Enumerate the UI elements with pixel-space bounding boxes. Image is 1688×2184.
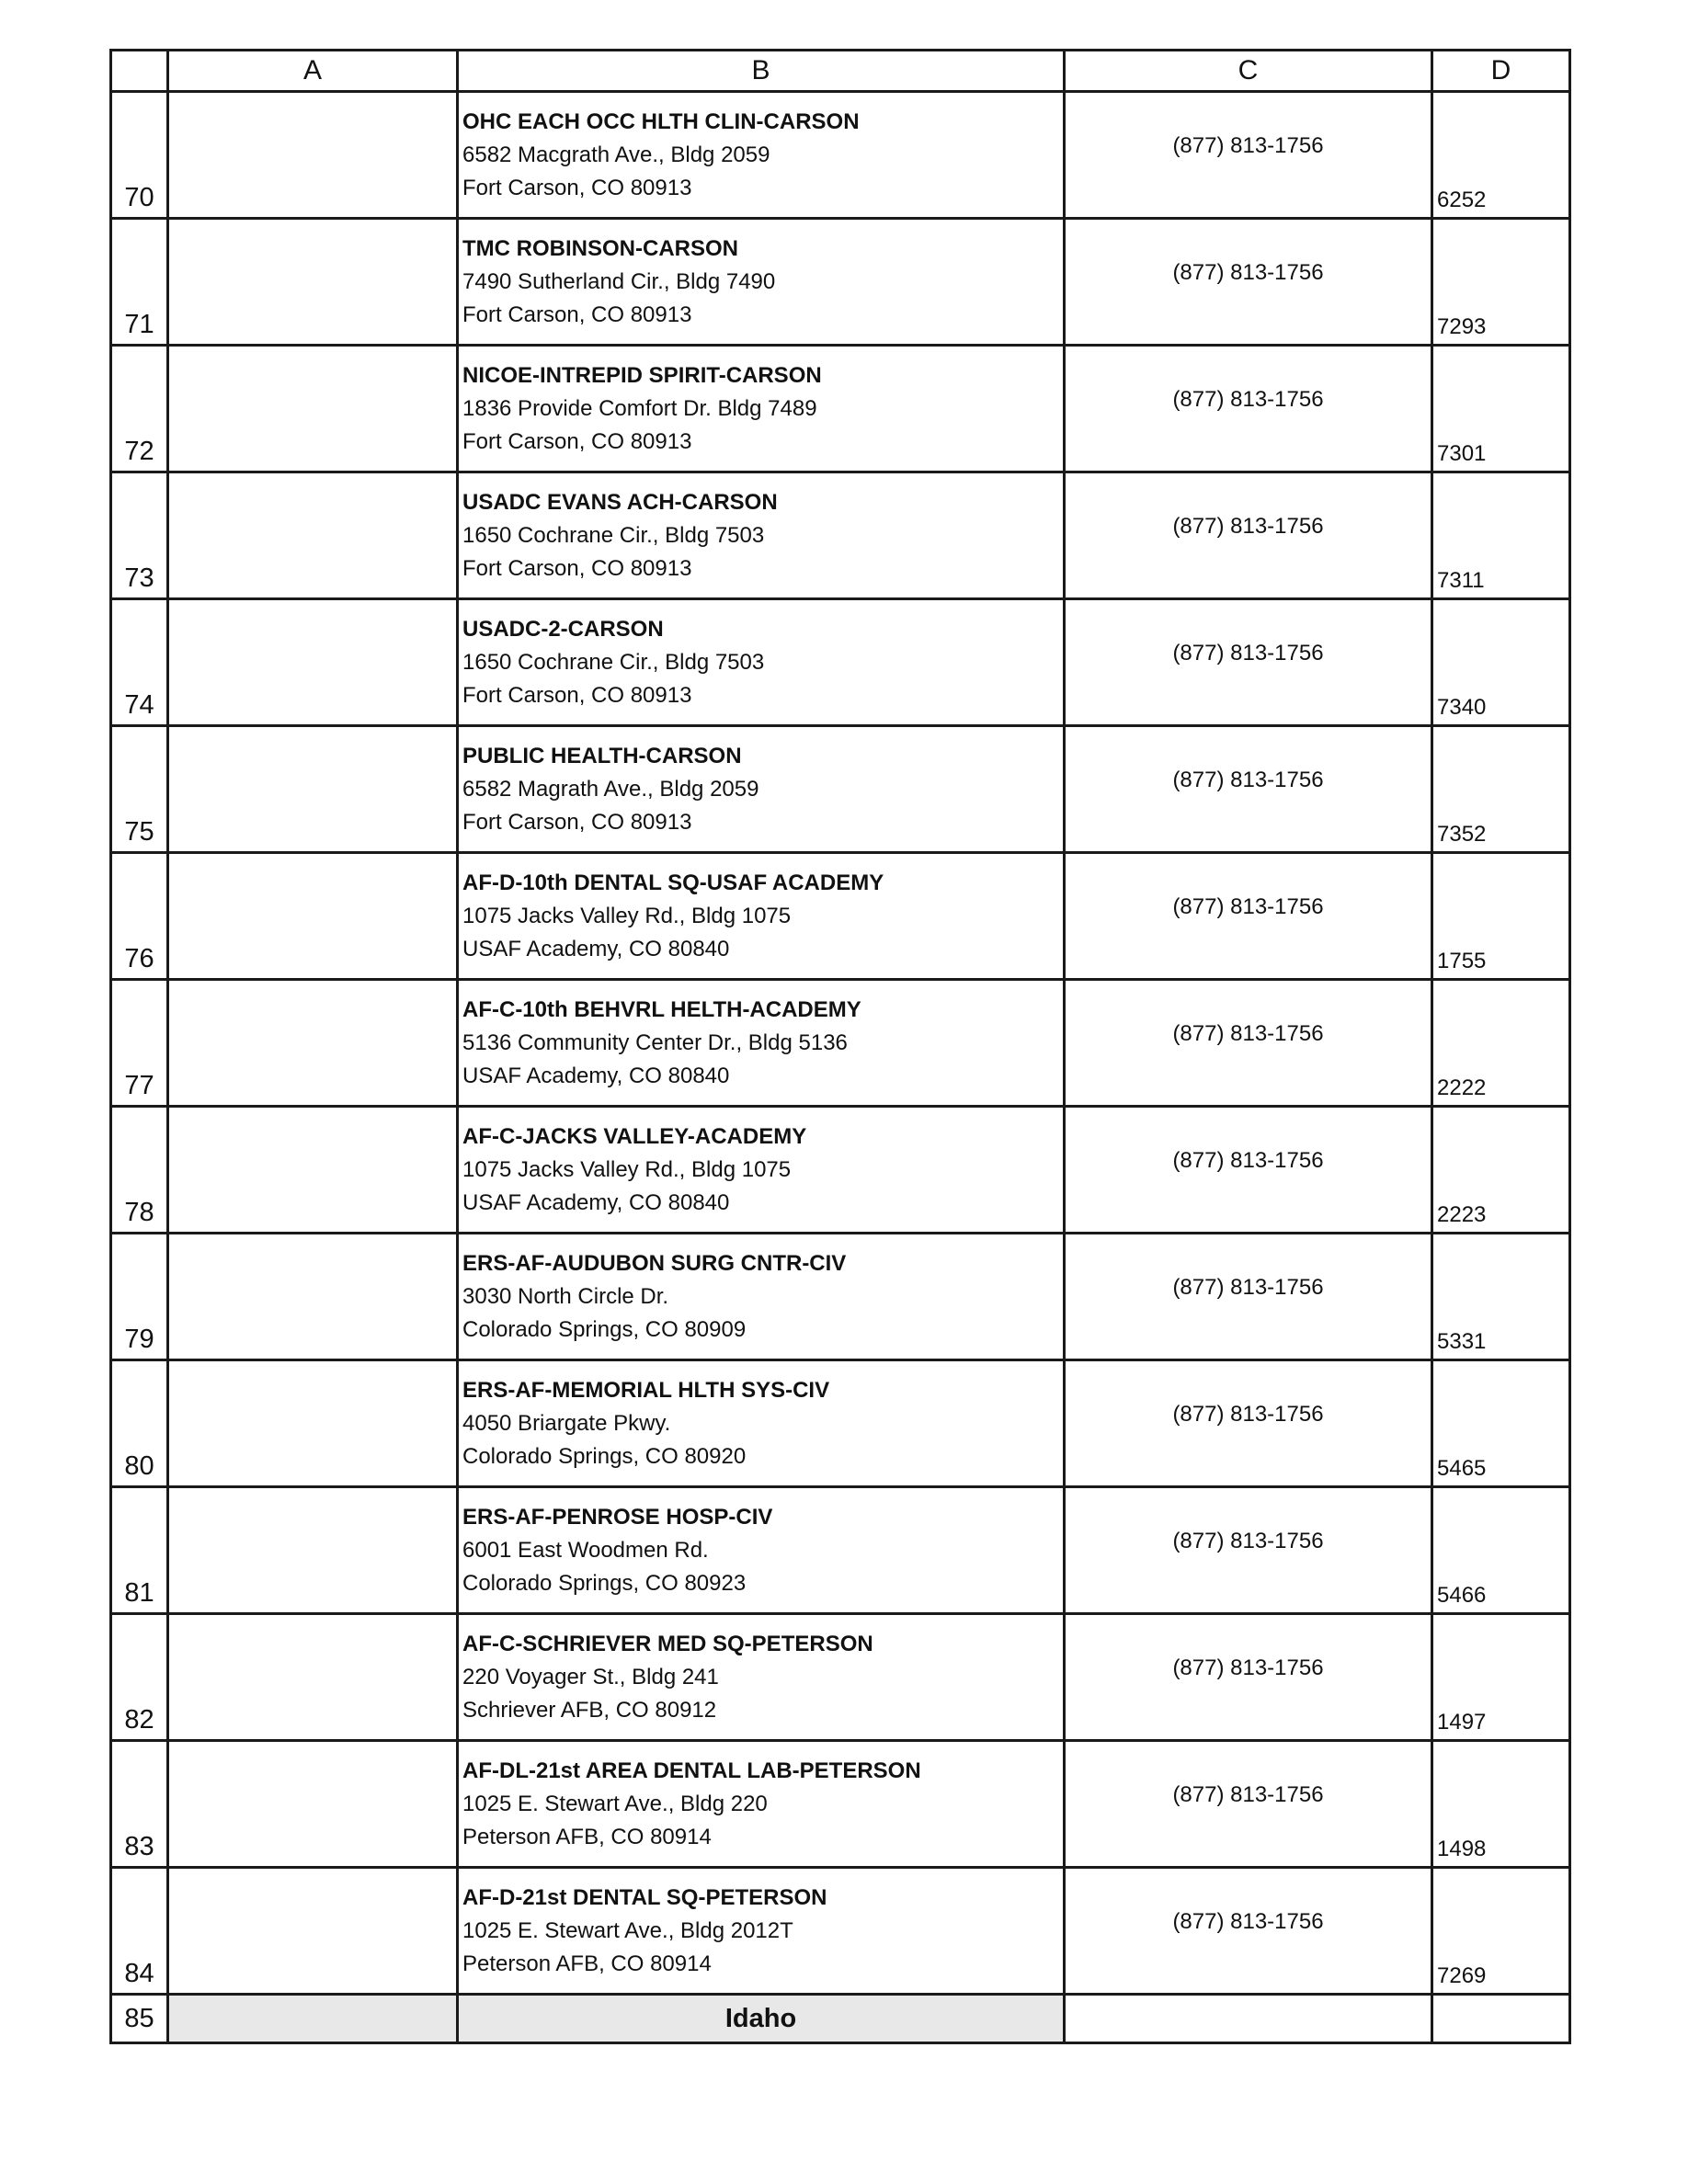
phone-number: (877) 813-1756 xyxy=(1172,133,1324,158)
cell-d[interactable]: 7340 xyxy=(1432,599,1570,726)
cell-b[interactable] xyxy=(458,1741,1065,1868)
facility-address-line2: Fort Carson, CO 80913 xyxy=(462,175,692,200)
table-row xyxy=(111,853,1570,980)
row-number[interactable]: 72 xyxy=(111,346,168,472)
cell-a[interactable] xyxy=(168,1741,458,1868)
cell-c[interactable] xyxy=(1065,1614,1432,1741)
table-row xyxy=(111,346,1570,472)
phone-number: (877) 813-1756 xyxy=(1172,1655,1324,1680)
table-row xyxy=(111,1360,1570,1487)
phone-number: (877) 813-1756 xyxy=(1172,387,1324,412)
table-row xyxy=(111,980,1570,1107)
row-number[interactable]: 82 xyxy=(111,1614,168,1741)
facility-address-line2: USAF Academy, CO 80840 xyxy=(462,1063,730,1088)
facility-address-line1: 4050 Briargate Pkwy. xyxy=(462,1410,671,1436)
facility-address-line2: Fort Carson, CO 80913 xyxy=(462,428,692,454)
cell-a[interactable] xyxy=(168,1107,458,1234)
facility-address-line1: 1025 E. Stewart Ave., Bldg 2012T xyxy=(462,1917,793,1943)
facility-address-line1: 7490 Sutherland Cir., Bldg 7490 xyxy=(462,268,776,294)
facility-name: AF-D-10th DENTAL SQ-USAF ACADEMY xyxy=(462,870,884,895)
cell-a[interactable] xyxy=(168,1487,458,1614)
facility-address-line1: 1836 Provide Comfort Dr. Bldg 7489 xyxy=(462,395,817,421)
cell-d[interactable]: 1755 xyxy=(1432,853,1570,980)
row-number[interactable]: 71 xyxy=(111,219,168,346)
phone-number: (877) 813-1756 xyxy=(1172,514,1324,539)
facility-address-line2: Fort Carson, CO 80913 xyxy=(462,301,692,327)
facility-name: AF-C-JACKS VALLEY-ACADEMY xyxy=(462,1123,807,1149)
column-header-d[interactable]: D xyxy=(1432,51,1570,92)
facility-address-line2: Fort Carson, CO 80913 xyxy=(462,682,692,708)
cell-a[interactable] xyxy=(168,472,458,599)
row-number[interactable]: 75 xyxy=(111,726,168,853)
row-number[interactable]: 73 xyxy=(111,472,168,599)
row-number[interactable]: 76 xyxy=(111,853,168,980)
row-number[interactable]: 84 xyxy=(111,1868,168,1995)
facility-address-line2: Colorado Springs, CO 80923 xyxy=(462,1570,747,1596)
cell-d[interactable]: 7352 xyxy=(1432,726,1570,853)
cell-a[interactable] xyxy=(168,599,458,726)
cell-b[interactable] xyxy=(458,726,1065,853)
phone-number: (877) 813-1756 xyxy=(1172,894,1324,919)
state-header-row xyxy=(111,1995,1570,2043)
facility-name: AF-D-21st DENTAL SQ-PETERSON xyxy=(462,1884,827,1910)
facility-address-line1: 220 Voyager St., Bldg 241 xyxy=(462,1664,719,1689)
facility-address-line1: 1075 Jacks Valley Rd., Bldg 1075 xyxy=(462,1156,792,1182)
table-row xyxy=(111,1868,1570,1995)
cell-b[interactable] xyxy=(458,1487,1065,1614)
facility-name: TMC ROBINSON-CARSON xyxy=(462,235,738,261)
cell-c[interactable] xyxy=(1065,599,1432,726)
facility-name: AF-C-SCHRIEVER MED SQ-PETERSON xyxy=(462,1631,873,1656)
cell-b[interactable] xyxy=(458,980,1065,1107)
facility-name: AF-C-10th BEHVRL HELTH-ACADEMY xyxy=(462,996,861,1022)
cell-c[interactable] xyxy=(1065,1487,1432,1614)
facility-address-line1: 1025 E. Stewart Ave., Bldg 220 xyxy=(462,1791,768,1816)
table-body xyxy=(111,92,1570,2043)
cell-d[interactable]: 5465 xyxy=(1432,1360,1570,1487)
column-header-row xyxy=(111,51,1570,92)
facility-address-line2: Peterson AFB, CO 80914 xyxy=(462,1824,712,1849)
cell-d[interactable]: 7311 xyxy=(1432,472,1570,599)
cell-a[interactable] xyxy=(168,346,458,472)
cell-a[interactable] xyxy=(168,853,458,980)
phone-number: (877) 813-1756 xyxy=(1172,260,1324,285)
cell-d[interactable]: 5466 xyxy=(1432,1487,1570,1614)
cell-d[interactable]: 5331 xyxy=(1432,1234,1570,1360)
cell-d[interactable]: 6252 xyxy=(1432,92,1570,219)
cell-b[interactable] xyxy=(458,92,1065,219)
row-number[interactable]: 78 xyxy=(111,1107,168,1234)
facility-name: PUBLIC HEALTH-CARSON xyxy=(462,743,742,768)
cell-b[interactable] xyxy=(458,599,1065,726)
facility-address-line2: Peterson AFB, CO 80914 xyxy=(462,1951,712,1976)
state-name[interactable]: Idaho xyxy=(458,1995,1065,2043)
phone-number: (877) 813-1756 xyxy=(1172,1782,1324,1807)
facility-address-line1: 6001 East Woodmen Rd. xyxy=(462,1537,709,1563)
table-row xyxy=(111,1741,1570,1868)
cell-a[interactable] xyxy=(168,219,458,346)
phone-number: (877) 813-1756 xyxy=(1172,1021,1324,1046)
phone-number: (877) 813-1756 xyxy=(1172,1402,1324,1427)
spreadsheet-table xyxy=(109,49,1571,2044)
cell-b[interactable] xyxy=(458,1360,1065,1487)
phone-number: (877) 813-1756 xyxy=(1172,641,1324,665)
row-number[interactable]: 79 xyxy=(111,1234,168,1360)
row-number[interactable]: 70 xyxy=(111,92,168,219)
row-number[interactable]: 80 xyxy=(111,1360,168,1487)
facility-address-line1: 6582 Magrath Ave., Bldg 2059 xyxy=(462,776,759,802)
table-row xyxy=(111,1234,1570,1360)
cell-c[interactable] xyxy=(1065,346,1432,472)
facility-name: NICOE-INTREPID SPIRIT-CARSON xyxy=(462,362,822,388)
cell-c[interactable] xyxy=(1065,472,1432,599)
table-row xyxy=(111,472,1570,599)
facility-name: AF-DL-21st AREA DENTAL LAB-PETERSON xyxy=(462,1757,921,1783)
facility-name: OHC EACH OCC HLTH CLIN-CARSON xyxy=(462,108,860,134)
cell-b[interactable] xyxy=(458,1868,1065,1995)
table-row xyxy=(111,92,1570,219)
cell-c[interactable] xyxy=(1065,1234,1432,1360)
facility-address-line1: 3030 North Circle Dr. xyxy=(462,1283,669,1309)
facility-name: USADC EVANS ACH-CARSON xyxy=(462,489,778,515)
cell-a[interactable] xyxy=(168,726,458,853)
column-header-b[interactable]: B xyxy=(458,51,1065,92)
cell-b[interactable] xyxy=(458,472,1065,599)
table-row xyxy=(111,1107,1570,1234)
table-row xyxy=(111,219,1570,346)
cell-d[interactable]: 2222 xyxy=(1432,980,1570,1107)
cell-c[interactable] xyxy=(1065,726,1432,853)
cell-a[interactable] xyxy=(168,92,458,219)
facility-address-line1: 5136 Community Center Dr., Bldg 5136 xyxy=(462,1029,848,1055)
row-number[interactable]: 81 xyxy=(111,1487,168,1614)
facility-address-line2: Schriever AFB, CO 80912 xyxy=(462,1697,717,1723)
cell-c[interactable] xyxy=(1065,1360,1432,1487)
cell-d[interactable]: 1497 xyxy=(1432,1614,1570,1741)
facility-address-line1: 6582 Macgrath Ave., Bldg 2059 xyxy=(462,142,770,167)
row-number[interactable]: 74 xyxy=(111,599,168,726)
facility-address-line2: USAF Academy, CO 80840 xyxy=(462,936,730,961)
cell-a[interactable] xyxy=(168,980,458,1107)
phone-number: (877) 813-1756 xyxy=(1172,1529,1324,1553)
cell-a[interactable] xyxy=(168,1234,458,1360)
corner-header[interactable] xyxy=(111,51,168,92)
cell-b[interactable] xyxy=(458,1107,1065,1234)
cell-b[interactable] xyxy=(458,219,1065,346)
column-header-a[interactable]: A xyxy=(168,51,458,92)
cell-a[interactable] xyxy=(168,1995,458,2043)
facility-address-line2: Fort Carson, CO 80913 xyxy=(462,809,692,835)
cell-c[interactable] xyxy=(1065,980,1432,1107)
cell-c[interactable] xyxy=(1065,1107,1432,1234)
facility-name: ERS-AF-PENROSE HOSP-CIV xyxy=(462,1504,773,1530)
facility-address-line2: USAF Academy, CO 80840 xyxy=(462,1189,730,1215)
phone-number: (877) 813-1756 xyxy=(1172,1275,1324,1300)
cell-b[interactable] xyxy=(458,853,1065,980)
cell-c[interactable] xyxy=(1065,92,1432,219)
facility-name: USADC-2-CARSON xyxy=(462,616,664,642)
cell-a[interactable] xyxy=(168,1360,458,1487)
phone-number: (877) 813-1756 xyxy=(1172,1148,1324,1173)
cell-a[interactable] xyxy=(168,1868,458,1995)
table-row xyxy=(111,599,1570,726)
cell-c[interactable] xyxy=(1065,1741,1432,1868)
cell-c[interactable] xyxy=(1065,1868,1432,1995)
facility-address-line1: 1075 Jacks Valley Rd., Bldg 1075 xyxy=(462,903,792,928)
table-row xyxy=(111,1614,1570,1741)
facility-address-line1: 1650 Cochrane Cir., Bldg 7503 xyxy=(462,522,765,548)
facility-address-line2: Colorado Springs, CO 80920 xyxy=(462,1443,747,1469)
phone-number: (877) 813-1756 xyxy=(1172,1909,1324,1934)
facility-address-line2: Fort Carson, CO 80913 xyxy=(462,555,692,581)
cell-d[interactable]: 1498 xyxy=(1432,1741,1570,1868)
table-row xyxy=(111,1487,1570,1614)
cell-d[interactable]: 2223 xyxy=(1432,1107,1570,1234)
phone-number: (877) 813-1756 xyxy=(1172,768,1324,792)
cell-b[interactable] xyxy=(458,346,1065,472)
cell-d[interactable]: 7269 xyxy=(1432,1868,1570,1995)
row-number[interactable]: 77 xyxy=(111,980,168,1107)
cell-d[interactable] xyxy=(1432,1995,1570,2043)
cell-c[interactable] xyxy=(1065,1995,1432,2043)
cell-a[interactable] xyxy=(168,1614,458,1741)
row-number[interactable]: 83 xyxy=(111,1741,168,1868)
table-row xyxy=(111,726,1570,853)
cell-b[interactable] xyxy=(458,1614,1065,1741)
cell-b[interactable] xyxy=(458,1234,1065,1360)
facility-name: ERS-AF-MEMORIAL HLTH SYS-CIV xyxy=(462,1377,830,1403)
facility-address-line1: 1650 Cochrane Cir., Bldg 7503 xyxy=(462,649,765,675)
cell-c[interactable] xyxy=(1065,219,1432,346)
facility-name: ERS-AF-AUDUBON SURG CNTR-CIV xyxy=(462,1250,847,1276)
row-number[interactable]: 85 xyxy=(111,1995,168,2043)
cell-d[interactable]: 7301 xyxy=(1432,346,1570,472)
cell-d[interactable]: 7293 xyxy=(1432,219,1570,346)
cell-c[interactable] xyxy=(1065,853,1432,980)
column-header-c[interactable]: C xyxy=(1065,51,1432,92)
facility-address-line2: Colorado Springs, CO 80909 xyxy=(462,1316,747,1342)
